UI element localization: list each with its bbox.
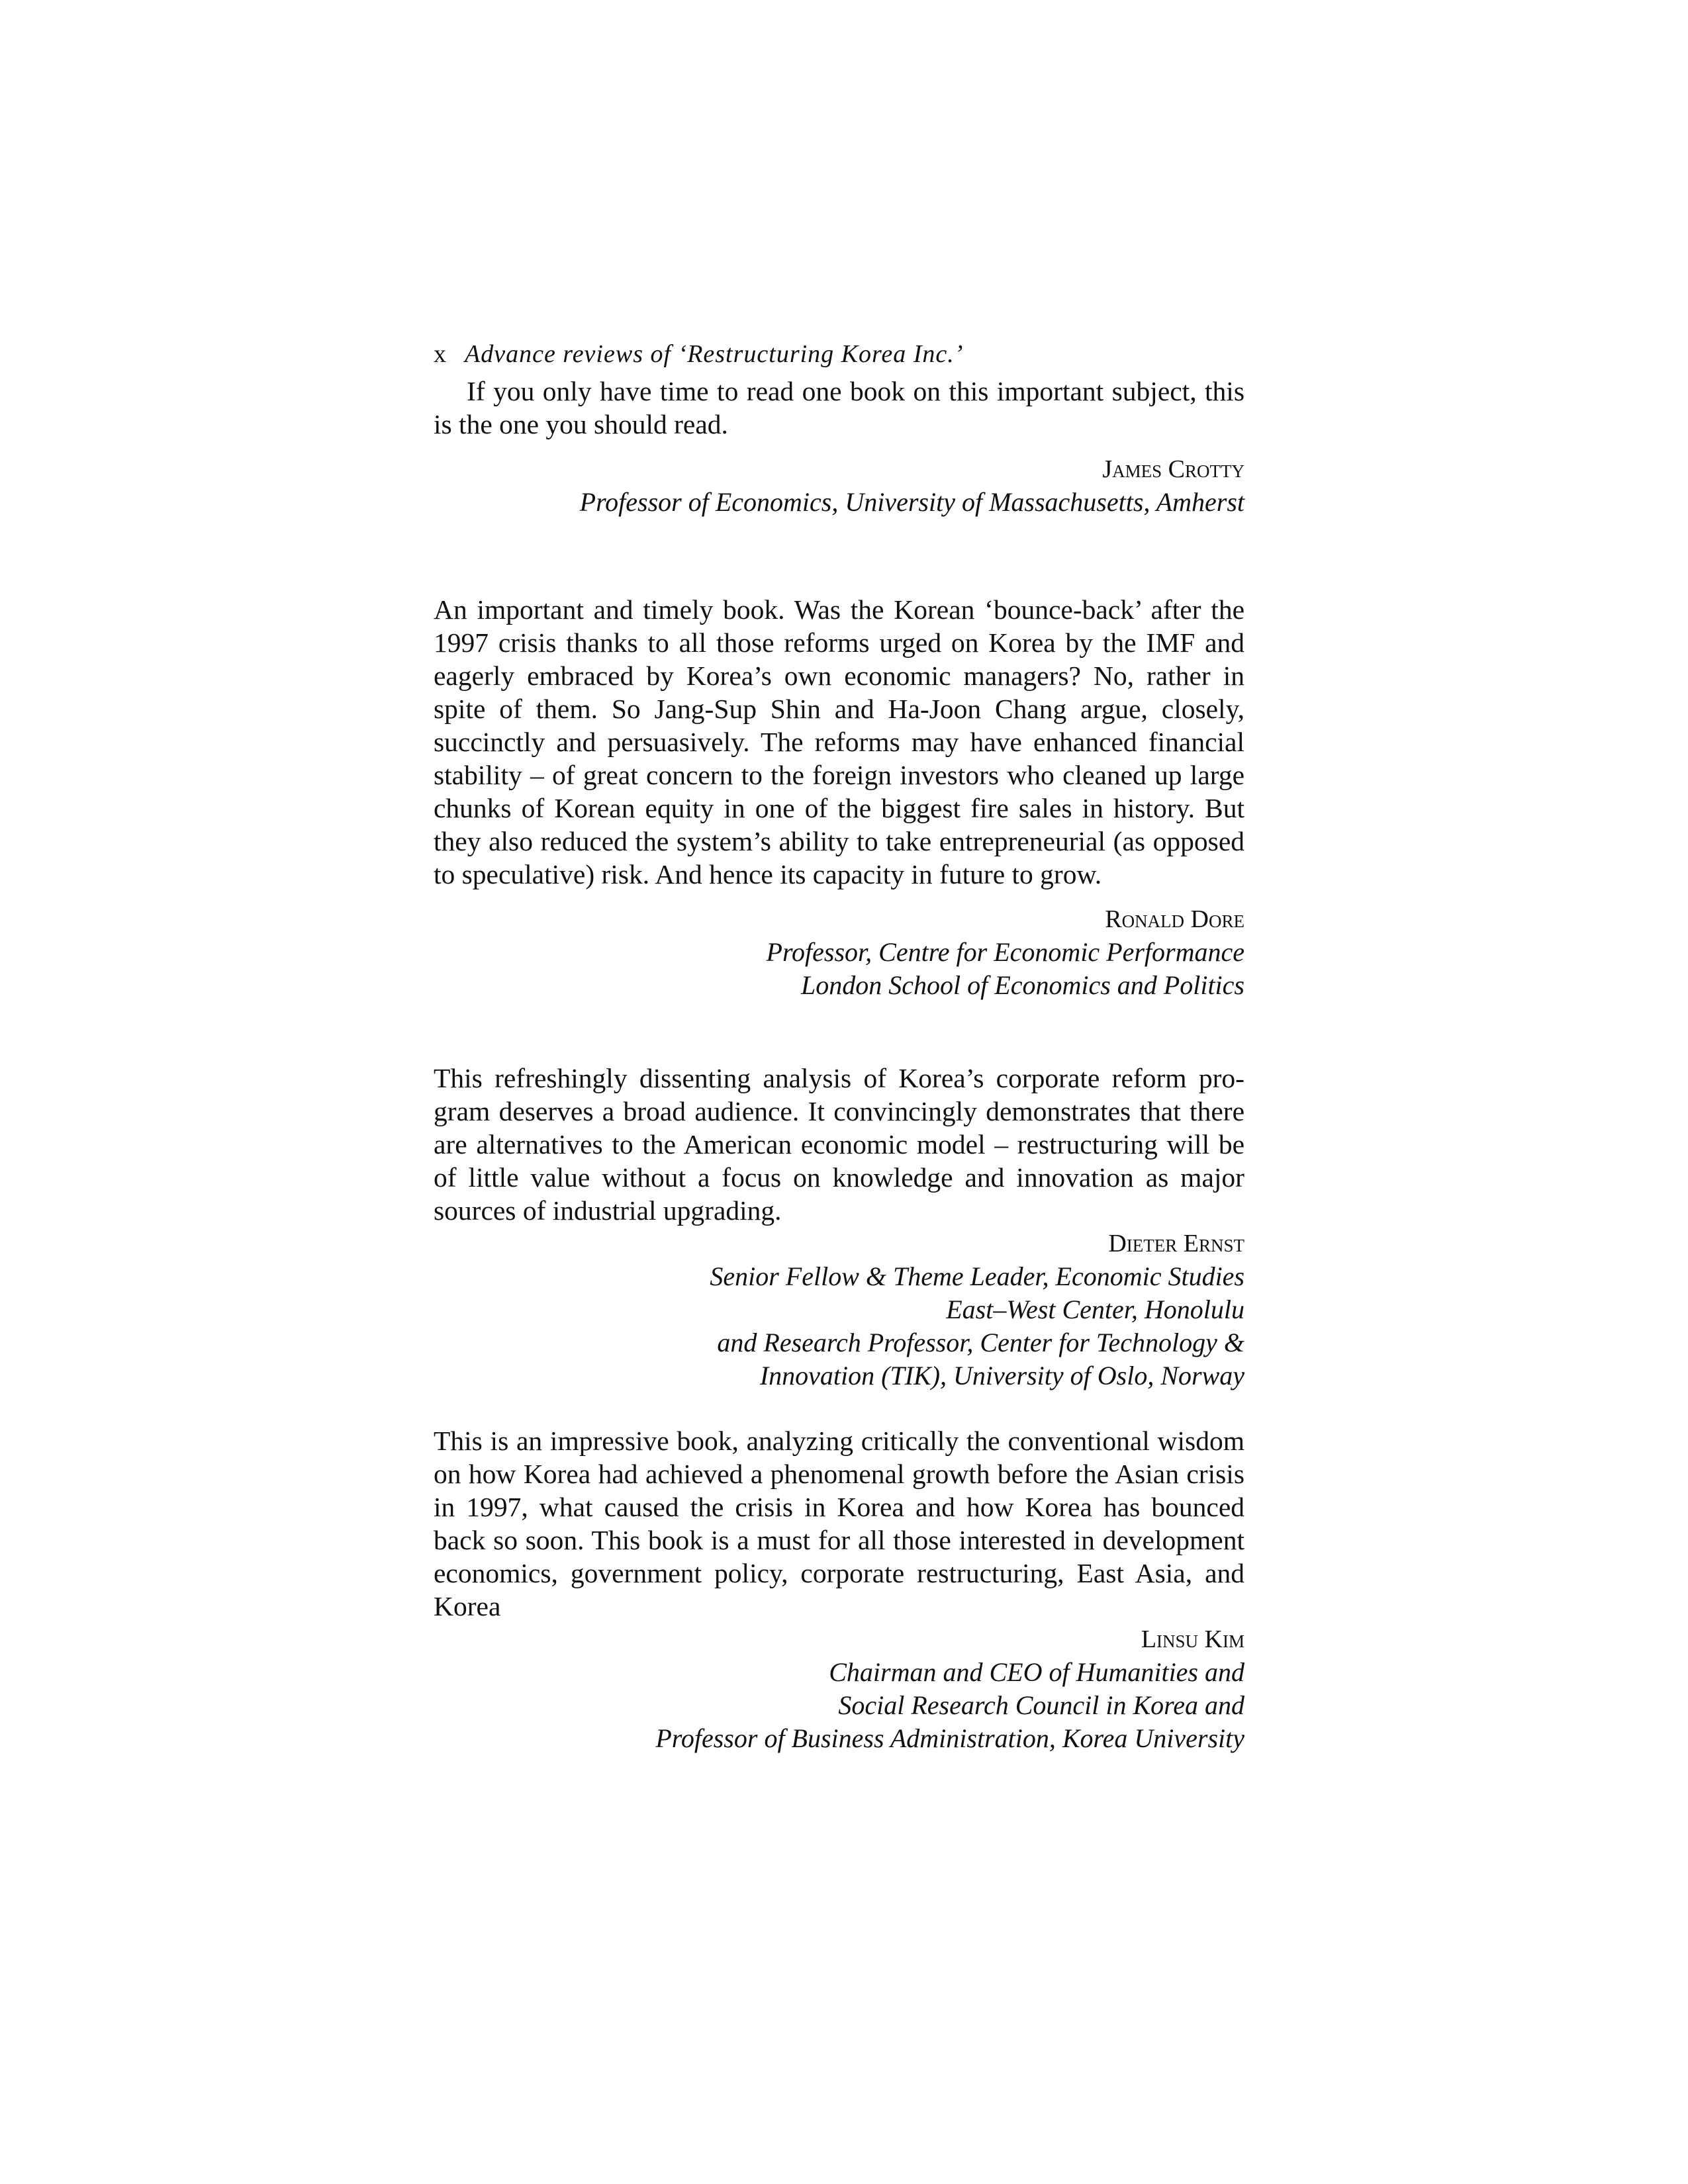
reviewer-name: Ronald Dore [1105,905,1244,933]
review-block [434,593,1244,1002]
review-block [434,1424,1244,1755]
running-head [434,338,1244,371]
review-text: If you only have time to read one book on this important subject, this is the one you should read. [434,376,1244,439]
review-attribution [434,453,1244,519]
reviewer-affiliation-line: Social Research Council in Korea and [838,1690,1244,1720]
review-text: This refreshingly dissenting analysis of Korea’s corporate reform program deserves a broad audience. It convincingly demonstrates that there are alternatives to the American economic model – restructuring will be of little value without a focus on knowledge and innovation as major sources of industrial upgrading. [434,1063,1244,1226]
review-text: An important and timely book. Was the Korean ‘bounce-back’ after the 1997 crisis thanks to all those reforms urged on Korea by the IMF and eagerly embraced by Korea’s own economic managers? No, rather in spite of them. So Jang-Sup Shin and Ha-Joon Chang argue, closely, succinctly and persuasively. The reforms may have enhanced financial stability – of great concern to the foreign investors who cleaned up large chunks of Korean equity in one of the biggest fire sales in history. But they also reduced the system’s ability to take entrepreneurial (as opposed to speculative) risk. And hence its capacity in future to grow. [434,594,1244,889]
review-attribution [434,1227,1244,1392]
review-block [434,375,1244,519]
review-attribution [434,903,1244,1002]
reviewer-affiliation-line: East–West Center, Honolulu [946,1295,1244,1324]
reviewer-affiliation-line: Professor of Business Administration, Korea University [655,1723,1244,1753]
running-head-title: Advance reviews of ‘Restructuring Korea Inc.’ [465,340,964,368]
reviewer-name: James Crotty [1102,455,1244,483]
review-text: This is an impressive book, analyzing critically the conventional wisdom on how Korea had achieved a phenomenal growth before the Asian crisis in 1997, what caused the crisis in Korea and how Korea has bounced back so soon. This book is a must for all those interested in development economics, government policy, corporate restructuring, East Asia, and Korea [434,1426,1244,1621]
review-attribution [434,1623,1244,1755]
reviewer-affiliation-line: Innovation (TIK), University of Oslo, Norway [759,1361,1244,1390]
reviewer-affiliation-line: Professor, Centre for Economic Performance [766,937,1244,967]
reviewer-name: Linsu Kim [1141,1625,1244,1653]
reviewer-affiliation-line: and Research Professor, Center for Technology & [717,1328,1244,1357]
page-number: x [434,340,446,368]
reviewer-affiliation-line: Senior Fellow & Theme Leader, Economic Studies [710,1261,1244,1291]
reviewer-affiliation-line: Chairman and CEO of Humanities and [829,1657,1244,1687]
reviewer-affiliation-line: London School of Economics and Politics [801,970,1244,1000]
reviewer-name: Dieter Ernst [1108,1230,1244,1257]
review-block [434,1062,1244,1392]
reviewer-affiliation-line: Professor of Economics, University of Massachusetts, Amherst [579,487,1244,517]
